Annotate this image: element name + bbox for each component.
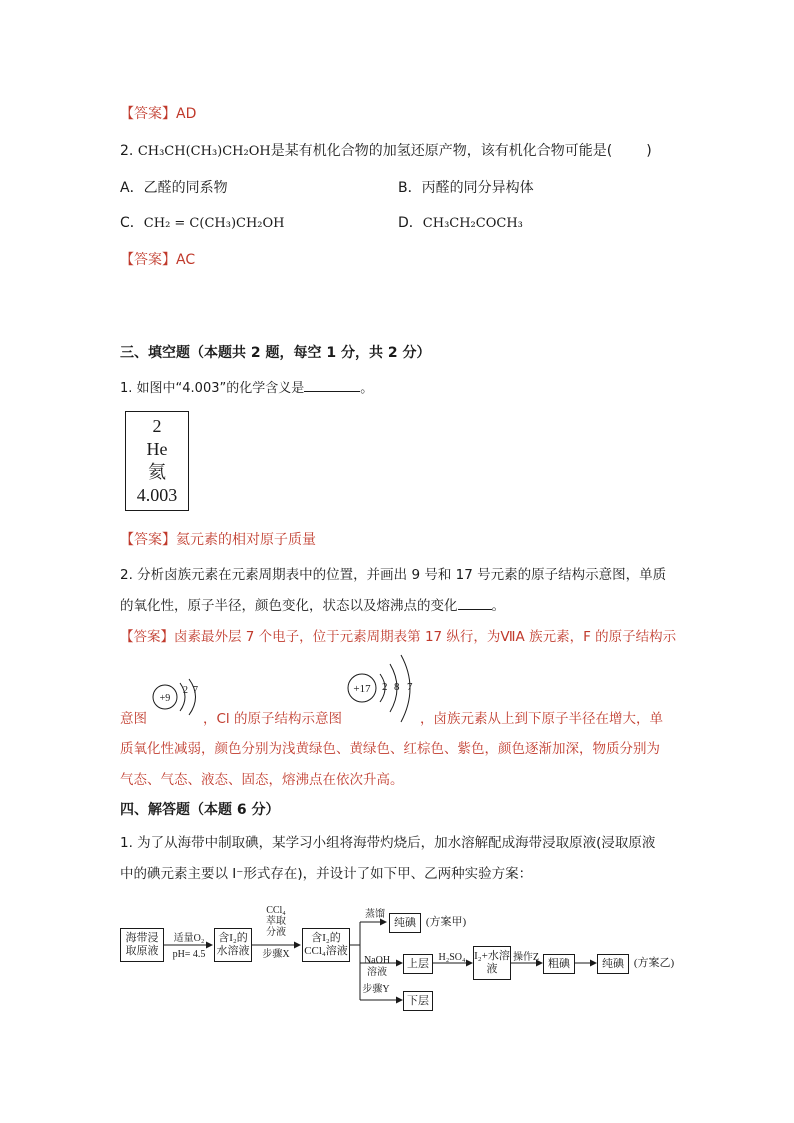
answer-block [120, 529, 316, 549]
answer-block [120, 249, 195, 269]
solve-question-line1: 1. 为了从海带中制取碘，某学习小组将海带灼烧后，加水溶解配成海带浸取原液(浸取原液 [120, 835, 656, 851]
question-2 [120, 140, 652, 160]
section-heading: 四、解答题（本题 6 分） [120, 802, 280, 818]
flow-box-crude-iodine: 粗碘 [543, 954, 575, 974]
chlorine-atom-diagram [344, 652, 420, 728]
question-text: 是某有机化合物的加氢还原产物，该有机化合物可能是( [270, 143, 613, 159]
flow-label-separate: 分液 [266, 927, 286, 938]
shell-count: 2 [183, 685, 188, 696]
flow-label-step-y: 步骤Y [362, 984, 390, 995]
question-text: 的氧化性，原子半径，颜色变化，状态以及熔沸点的变化 [120, 598, 458, 614]
answer-line4: 气态、气态、液态、固态，熔沸点在依次升高。 [120, 772, 404, 788]
fill-question-2-line2 [120, 594, 505, 614]
flow-label-ccl4: CCl₄ [266, 905, 286, 916]
answer-blank [304, 391, 360, 392]
answer-tag: 【答案】 [120, 532, 176, 548]
nucleus-label: +9 [159, 693, 171, 704]
answer-block [120, 625, 676, 645]
element-name: 氦 [148, 462, 166, 482]
option-a [120, 177, 228, 197]
option-text: CH₂ = C(CH₃)CH₂OH [143, 216, 285, 231]
flow-box-seaweed: 海带浸取原液 [120, 928, 164, 962]
section-heading: 三、填空题（本题共 2 题，每空 1 分，共 2 分） [120, 345, 431, 361]
option-text: 丙醛的同分异构体 [421, 180, 534, 196]
question-suffix: 。 [491, 598, 505, 614]
answer-value: AD [176, 106, 197, 122]
answer-line1: 卤素最外层 7 个电子，位于元素周期表第 17 纵行，为ⅦA 族元素，F 的原子结构示 [174, 629, 677, 645]
atomic-number: 2 [152, 416, 162, 436]
option-b [398, 177, 534, 197]
shell-count: 7 [193, 685, 198, 696]
element-symbol: He [146, 439, 168, 459]
option-letter: D． [398, 215, 423, 231]
answer-line2-b: ，Cl 的原子结构示意图 [203, 711, 342, 727]
flow-label-ph: pH= 4.5 [172, 949, 206, 960]
plan-a-label: (方案甲) [425, 916, 467, 928]
answer-value: AC [176, 252, 196, 268]
flow-box-pure-iodine-a: 纯碘 [389, 913, 421, 933]
question-suffix: 。 [360, 381, 374, 396]
answer-line2-c: ，卤族元素从上到下原子半径在增大，单 [420, 711, 663, 727]
flow-label-extract: 萃取 [266, 916, 286, 927]
option-letter: B． [398, 180, 422, 196]
question-text: 1. 如图中“4.003”的化学含义是 [120, 381, 305, 396]
flow-label-h2so4: H₂SO₄ [438, 952, 466, 963]
flow-box-i2-water: I₂+水溶液 [473, 946, 511, 980]
flow-label-naoh: NaOH [363, 955, 391, 966]
shell-count: 2 [382, 681, 388, 693]
atomic-mass: 4.003 [136, 485, 178, 505]
shell-count: 7 [407, 681, 413, 693]
question-number: 2. [120, 143, 134, 159]
flow-label-solution: 溶液 [367, 967, 387, 978]
flow-box-i2-ccl4: 含I₂的CCl₄溶液 [302, 928, 350, 962]
answer-tag: 【答案】 [120, 629, 174, 645]
answer-tag: 【答案】 [120, 106, 176, 122]
flow-label-op-z: 操作Z [512, 952, 540, 963]
flow-box-upper-layer: 上层 [403, 954, 433, 974]
flow-label-o2: 适量O₂ [173, 933, 205, 944]
option-letter: C． [120, 215, 144, 231]
option-d [398, 212, 523, 232]
plan-b-label: (方案乙) [633, 957, 675, 969]
answer-blank [458, 609, 492, 610]
option-c [120, 212, 285, 232]
answer-block [120, 103, 196, 123]
option-text: CH₃CH₂COCH₃ [422, 216, 523, 231]
flow-box-i2-aq: 含I₂的水溶液 [214, 928, 252, 962]
answer-line3: 质氧化性减弱，颜色分别为浅黄绿色、黄绿色、红棕色、紫色，颜色逐渐加深，物质分别为 [120, 741, 660, 757]
fluorine-atom-diagram [148, 673, 206, 729]
shell-count: 8 [394, 681, 400, 693]
solve-question-line2: 中的碘元素主要以 I⁻形式存在)，并设计了如下甲、乙两种实验方案： [120, 866, 533, 882]
element-card [125, 411, 189, 511]
answer-tag: 【答案】 [120, 252, 176, 268]
fill-question-1 [120, 377, 373, 396]
nucleus-label: +17 [353, 683, 371, 695]
question-paren: ) [646, 143, 652, 159]
answer-line2-a: 意图 [120, 711, 147, 727]
option-text: 乙醛的同系物 [143, 180, 228, 196]
flow-label-step-x: 步骤X [262, 949, 290, 960]
answer-value: 氦元素的相对原子质量 [176, 532, 316, 548]
flow-box-pure-iodine-b: 纯碘 [597, 954, 629, 974]
fill-question-2-line1: 2. 分析卤族元素在元素周期表中的位置，并画出 9 号和 17 号元素的原子结构示意图，单质 [120, 567, 667, 583]
flow-box-lower-layer: 下层 [403, 991, 433, 1011]
flow-label-distill: 蒸馏 [365, 909, 385, 920]
question-formula: CH₃CH(CH₃)CH₂OH [137, 144, 271, 159]
option-letter: A． [120, 180, 144, 196]
